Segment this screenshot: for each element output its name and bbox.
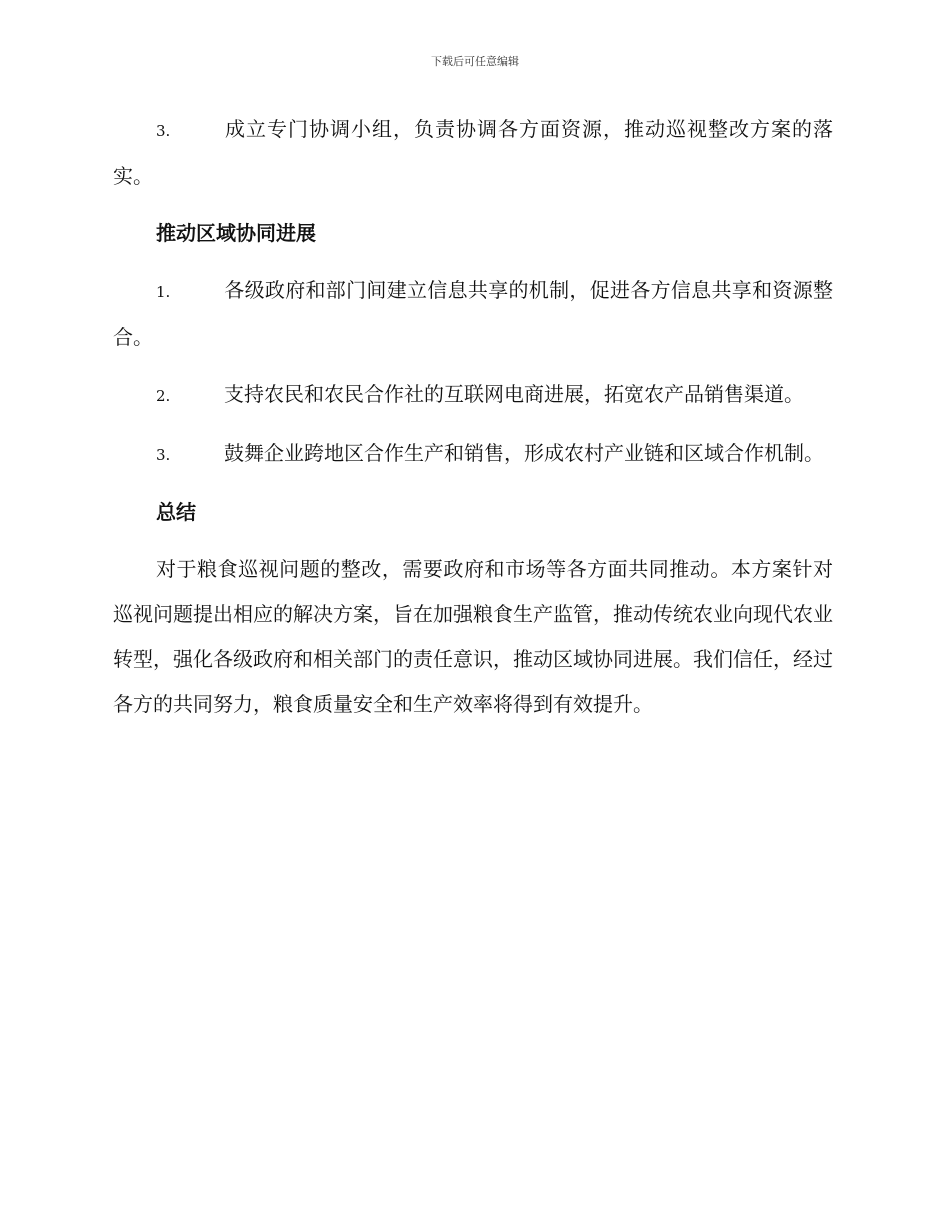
list-item-text: 支持农民和农民合作社的互联网电商进展，拓宽农产品销售渠道。 xyxy=(224,382,804,406)
list-number: 3. xyxy=(156,122,171,140)
list-number: 3. xyxy=(156,446,171,464)
list-item-text: 鼓舞企业跨地区合作生产和销售，形成农村产业链和区域合作机制。 xyxy=(224,441,824,465)
list-item-text: 各级政府和部门间建立信息共享的机制，促进各方信息共享和资源整合。 xyxy=(113,278,833,349)
section-heading-summary: 总结 xyxy=(156,500,196,524)
summary-paragraph: 对于粮食巡视问题的整改，需要政府和市场等各方面共同推动。本方案针对巡视问题提出相应的解决方案，旨在加强粮食生产监管，推动传统农业向现代农业转型，强化各级政府和相关部门的责任意识，推动区域协同进展。我们信任，经过各方的共同努力，粮食质量安全和生产效率将得到有效提升。 xyxy=(113,557,833,716)
document-body xyxy=(113,107,833,739)
list-number: 2. xyxy=(156,387,171,405)
page-header-note: 下载后可任意编辑 xyxy=(431,55,519,68)
list-item-ecommerce xyxy=(113,372,833,419)
list-item-coordination-group xyxy=(113,107,833,199)
list-item-info-sharing xyxy=(113,268,833,360)
list-item-text: 成立专门协调小组，负责协调各方面资源，推动巡视整改方案的落实。 xyxy=(113,117,833,188)
section-heading-regional: 推动区域协同进展 xyxy=(156,221,316,245)
list-item-cross-region xyxy=(113,431,833,478)
list-number: 1. xyxy=(156,283,171,301)
